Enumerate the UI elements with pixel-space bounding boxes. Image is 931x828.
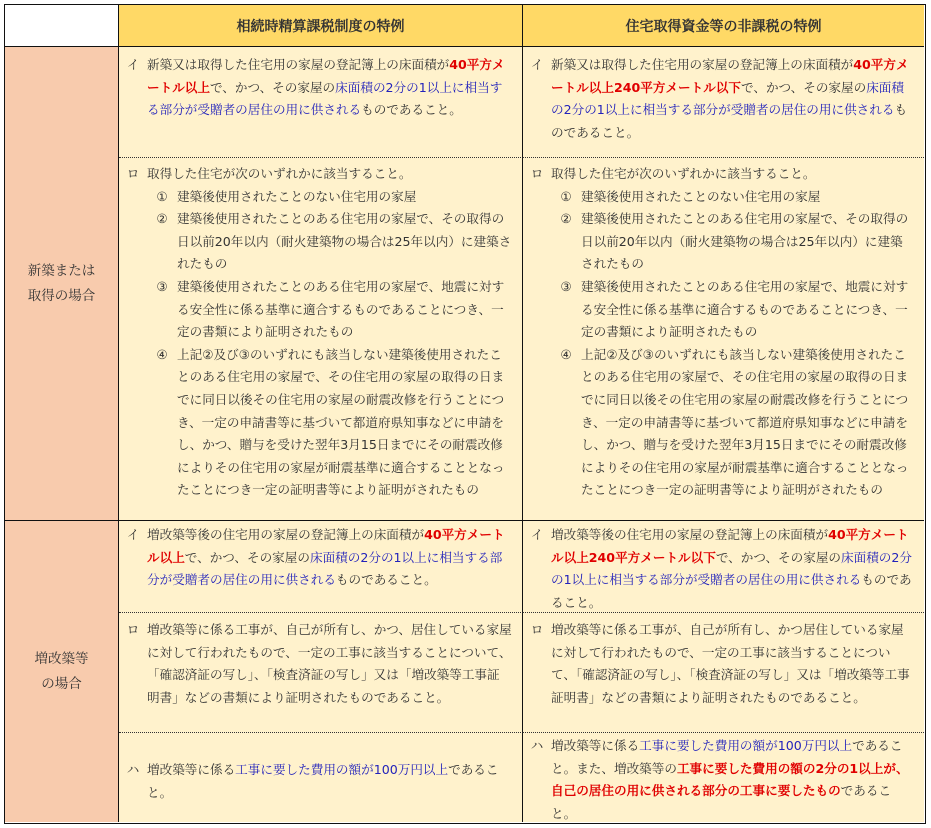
row-label-renovation-line1: 増改築等 [34,650,89,667]
row-label-renovation-line2: の場合 [41,675,82,692]
cell-new-i-exemption [523,47,924,158]
item-text: 新築又は取得した住宅用の家屋の登記簿上の床面積が40平方メートル以上240平方メートル以下で、かつ、その家屋の床面積の2分の1以上に相当する部分が受贈者の居住の用に供されるものであること。 [551,57,909,140]
cell-reno-i-settlement [119,521,523,613]
item-mark: ハ [530,738,544,753]
item-mark: イ [126,57,140,72]
highlight-blue: 床面積の2分の1以上に相当する部分が受贈者の居住の用に供される [147,79,503,118]
header-tax-exemption: 住宅取得資金等の非課税の特例 [523,5,924,47]
item-text: 取得した住宅が次のいずれかに該当すること。 [551,166,816,181]
item-text: 増改築等に係る工事に要した費用の額が100万円以上であること。 [147,762,499,800]
header-settlement-tax: 相続時精算課税制度の特例 [119,5,523,47]
highlight-blue: 床面積の2分の1以上に相当する部分が受贈者の居住の用に供される [147,549,503,588]
highlight-red: 40平方メートル以上 [147,527,505,565]
sub-item: ② 建築後使用されたことのある住宅用の家屋で、その取得の日以前20年以内（耐火建築物の場合は25年以内）に建築されたもの [156,211,512,272]
highlight-blue: 工事に要した費用の額が100万円以上 [639,738,853,753]
item-mark: ロ [530,622,544,637]
highlight-blue: 床面積の2分の1以上に相当する部分が受贈者の居住の用に供される [551,79,904,118]
cell-reno-i-exemption [523,521,924,613]
item-text: 増改築等に係る工事が、自己が所有し、かつ居住している家屋に対して行われたもので、一定の工事に該当することについて、「確認済証の写し」、「検査済証の写し」又は「増改築等工事証明書」などの書類により証明されたものであること。 [551,622,910,705]
item-mark: イ [530,527,544,542]
highlight-red: 40平方メートル以上 [147,57,505,95]
sub-item: ② 建築後使用されたことのある住宅用の家屋で、その取得の日以前20年以内（耐火建築物の場合は25年以内）に建築されたもの [560,211,909,272]
cell-reno-ha-exemption [523,733,924,822]
cell-new-ro-settlement [119,158,523,521]
sub-item: ① 建築後使用されたことのない住宅用の家屋 [156,188,417,204]
row-label-renovation [5,521,119,822]
highlight-red: 40平方メートル以上240平方メートル以下 [551,527,909,565]
sub-item: ③ 建築後使用されたことのある住宅用の家屋で、地震に対する安全性に係る基準に適合するものであることにつき、一定の書類により証明されたもの [156,278,505,340]
item-mark: イ [530,57,544,72]
highlight-blue: 床面積の2分の1以上に相当する部分が受贈者の居住の用に供される [551,549,912,588]
cell-new-i-settlement [119,47,523,158]
header-blank-cell [5,5,119,47]
item-text: 新築又は取得した住宅用の家屋の登記簿上の床面積が40平方メートル以上で、かつ、その家屋の床面積の2分の1以上に相当する部分が受贈者の居住の用に供されるものであること。 [147,57,505,118]
comparison-table [4,4,926,824]
sub-item: ④ 上記②及び③のいずれにも該当しない建築後使用されたことのある住宅用の家屋で、その住宅用の家屋の取得の日までに同日以後その住宅用の家屋の耐震改修を行うことにつき、一定の申請書等に基づいて都道府県知事などに申請をし、かつ、贈与を受けた翌年3月15日までにその耐震改修によりその住宅用の家屋が耐震基準に適合することとなったことにつき一定の証明書等により証明がされたもの [156,346,505,498]
item-mark: ロ [126,622,140,637]
cell-reno-ro-settlement [119,613,523,733]
item-text: 増改築等に係る工事に要した費用の額が100万円以上であること。また、増改築等の工事に要した費用の額の2分の1以上が、自己の居住の用に供される部分の工事に要したものであること。 [551,738,909,821]
item-mark: イ [126,527,140,542]
sub-item: ① 建築後使用されたことのない住宅用の家屋 [560,188,821,204]
row-label-new-line1: 新築または [27,262,96,279]
item-mark: ロ [530,166,544,181]
cell-reno-ro-exemption [523,613,924,733]
row-label-new-line2: 取得の場合 [27,287,96,304]
highlight-blue: 工事に要した費用の額が100万円以上 [235,762,449,777]
item-text: 増改築等後の住宅用の家屋の登記簿上の床面積が40平方メートル以上で、かつ、その家屋の床面積の2分の1以上に相当する部分が受贈者の居住の用に供されるものであること。 [147,527,505,588]
sub-item: ③ 建築後使用されたことのある住宅用の家屋で、地震に対する安全性に係る基準に適合するものであることにつき、一定の書類により証明されたもの [560,278,909,340]
row-label-new [5,47,119,521]
item-text: 増改築等後の住宅用の家屋の登記簿上の床面積が40平方メートル以上240平方メートル以下で、かつ、その家屋の床面積の2分の1以上に相当する部分が受贈者の居住の用に供されるものであること。 [551,527,912,610]
item-mark: ロ [126,166,140,181]
cell-reno-ha-settlement [119,733,523,822]
item-text: 増改築等に係る工事が、自己が所有し、かつ、居住している家屋に対して行われたもので、一定の工事に該当することについて、「確認済証の写し」、「検査済証の写し」又は「増改築等工事証明書」などの書類により証明されたものであること。 [147,622,512,705]
item-text: 取得した住宅が次のいずれかに該当すること。 [147,166,412,181]
highlight-red: 40平方メートル以上240平方メートル以下 [551,57,909,95]
highlight-red: 工事に要した費用の額の2分の1以上が、自己の居住の用に供される部分の工事に要したもの [551,760,909,799]
cell-new-ro-exemption [523,158,924,521]
sub-item: ④ 上記②及び③のいずれにも該当しない建築後使用されたことのある住宅用の家屋で、その住宅用の家屋の取得の日までに同日以後その住宅用の家屋の耐震改修を行うことにつき、一定の申請書等に基づいて都道府県知事などに申請をし、かつ、贈与を受けた翌年3月15日までにその耐震改修によりその住宅用の家屋が耐震基準に適合することとなったことにつき一定の証明書等により証明がされたもの [560,346,909,498]
item-mark: ハ [126,762,140,777]
